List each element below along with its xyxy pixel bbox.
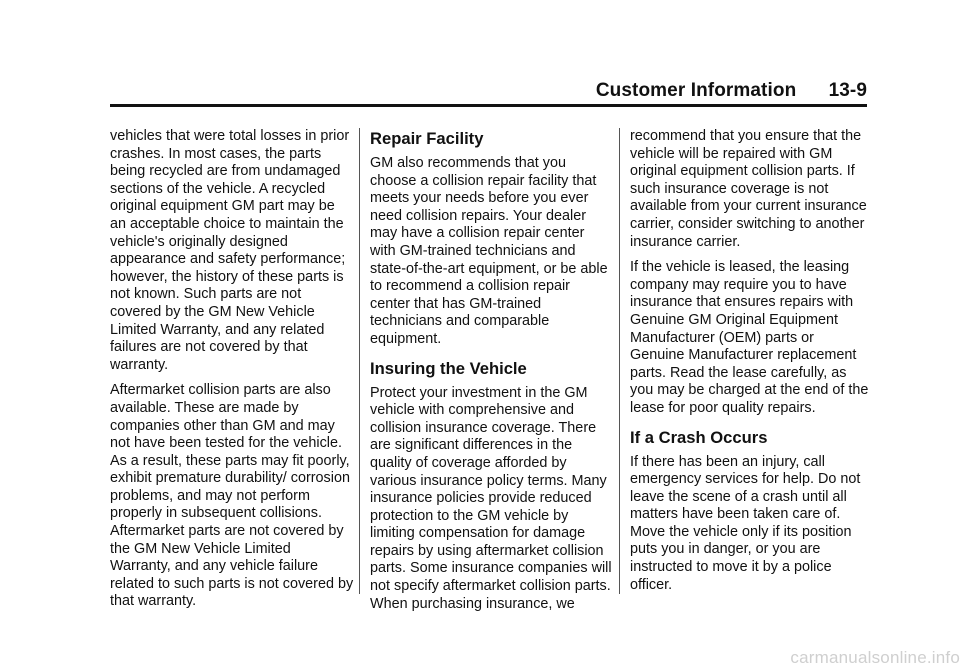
column-3 bbox=[630, 128, 870, 602]
paragraph: Protect your investment in the GM vehicle with comprehensive and collision insurance coverage. There are significant differences in the quality of coverage afforded by various insurance policy terms. Many insurance policies provide reduced protection to the GM vehicle by limiting compensation for damage repairs by using aftermarket collision parts. Some insurance companies will not specify aftermarket collision parts. When purchasing insurance, we bbox=[370, 384, 612, 612]
paragraph: If there has been an injury, call emergency services for help. Do not leave the scene of a crash until all matters have been taken care of. Move the vehicle only if its position puts you in danger, or you are instructed to move it by a police officer. bbox=[630, 453, 861, 593]
paragraph: Aftermarket collision parts are also available. These are made by companies other than GM and may not have been tested for the vehicle. As a result, these parts may fit poorly, exhibit premature durability/ corrosion problems, and may not perform properly in subsequent collisions. Aftermarket parts are not covered by the GM New Vehicle Limited Warranty, and any vehicle failure related to such parts is not covered by that warranty. bbox=[110, 382, 354, 610]
section-heading-repair-facility: Repair Facility bbox=[370, 129, 484, 148]
page-number: 13-9 bbox=[828, 80, 867, 101]
watermark: carmanualsonline.info bbox=[790, 648, 960, 667]
column-1 bbox=[110, 128, 354, 619]
paragraph: vehicles that were total losses in prior crashes. In most cases, the parts being recycled are from undamaged sections of the vehicle. A recycled original equipment GM part may be an acceptable choice to maintain the vehicle's originally designed appearance and safety performance; however, the history of these parts is not known. Such parts are not covered by the GM New Vehicle Limited Warranty, and any related failures are not covered by that warranty. bbox=[110, 128, 350, 373]
column-divider bbox=[359, 128, 360, 594]
paragraph: GM also recommends that you choose a collision repair facility that meets your needs before you ever need collision repairs. Your dealer may have a collision repair center with GM-trained technicians and state-of-the-art equipment, or be able to recommend a collision repair center that has GM-trained technicians and comparable equipment. bbox=[370, 155, 608, 347]
section-heading-crash: If a Crash Occurs bbox=[630, 427, 768, 447]
paragraph: If the vehicle is leased, the leasing company may require you to have insurance that ensures repairs with Genuine GM Original Equipment Manufacturer (OEM) parts or Genuine Manufacturer replacement parts. Read the lease carefully, as you may be charged at the end of the lease for poor quality repairs. bbox=[630, 259, 869, 416]
page-header-title bbox=[596, 80, 867, 102]
section-title: Customer Information bbox=[595, 80, 797, 101]
paragraph: recommend that you ensure that the vehicle will be repaired with GM original equipment collision parts. If such insurance coverage is not available from your current insurance carrier, consider switching to another insurance carrier. bbox=[630, 128, 867, 250]
page-header bbox=[110, 80, 867, 104]
header-rule bbox=[110, 104, 867, 107]
section-heading-insuring: Insuring the Vehicle bbox=[370, 358, 527, 378]
column-2 bbox=[370, 128, 612, 621]
column-divider bbox=[619, 128, 620, 594]
